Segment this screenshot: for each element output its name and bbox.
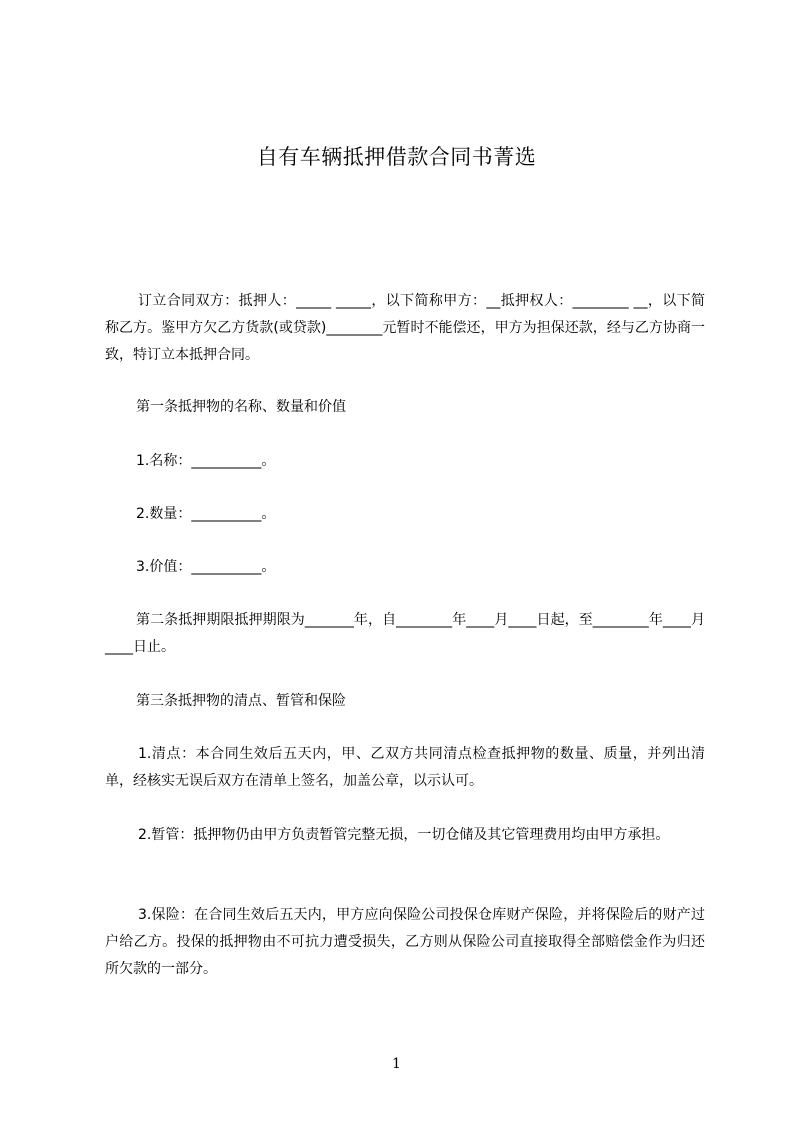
- article-three-heading: 第三条抵押物的清点、暂管和保险: [136, 693, 346, 709]
- page-number: 1: [392, 1056, 401, 1072]
- inventory-clause-paragraph: 1.清点：本合同生效后五天内，甲、乙双方共同清点检查抵押物的数量、质量，并列出清单，经核实无误后双方在清单上签名，加盖公章，以示认可。: [105, 746, 705, 789]
- article-one-heading: 第一条抵押物的名称、数量和价值: [136, 399, 346, 415]
- insurance-clause-paragraph: 3.保险：在合同生效后五天内，甲方应向保险公司投保仓库财产保险，并将保险后的财产过户给乙方。投保的抵押物由不可抗力遭受损失，乙方则从保险公司直接取得全部赔偿金作为归还所欠款的一部分。: [105, 907, 705, 977]
- item-value-line: 3.价值：__________。: [136, 559, 276, 575]
- item-name-line: 1.名称：__________。: [136, 453, 276, 469]
- item-quantity-line: 2.数量：__________。: [136, 506, 276, 522]
- custody-clause-paragraph: 2.暂管：抵押物仍由甲方负责暂管完整无损，一切仓储及其它管理费用均由甲方承担。: [138, 827, 670, 843]
- document-title: 自有车辆抵押借款合同书菁选: [256, 145, 537, 169]
- contract-parties-paragraph: 订立合同双方：抵押人：_____ _____，以下简称甲方：__抵押权人：________ __，以下简称乙方。鉴甲方欠乙方货款(或贷款)________元暂时不能偿还，甲方为担保还款，经与乙方协商一致，特订立本抵押合同。: [105, 293, 705, 363]
- article-two-paragraph: 第二条抵押期限抵押期限为_______年，自________年____月____日起，至________年____月____日止。: [105, 612, 705, 655]
